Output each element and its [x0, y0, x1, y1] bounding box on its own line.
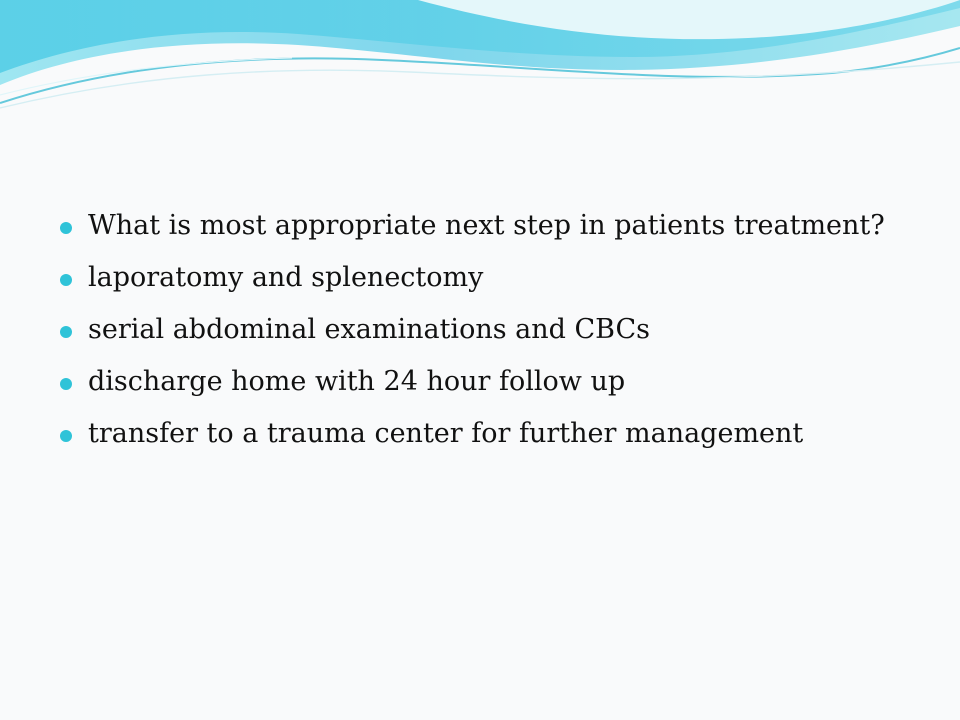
bullet-dot-icon — [60, 222, 72, 234]
bullet-dot-icon — [60, 326, 72, 338]
bullet-text: serial abdominal examinations and CBCs — [88, 314, 651, 345]
header-wave-decoration — [0, 0, 960, 120]
bullet-text: laporatomy and splenectomy — [88, 262, 484, 293]
bullet-text: discharge home with 24 hour follow up — [88, 366, 626, 397]
bullet-item — [60, 208, 920, 244]
bullet-item — [60, 416, 920, 452]
bullet-item — [60, 260, 920, 296]
bullet-dot-icon — [60, 378, 72, 390]
bullet-text: transfer to a trauma center for further management — [88, 418, 804, 449]
bullet-item — [60, 312, 920, 348]
bullet-item — [60, 364, 920, 400]
bullet-list — [60, 208, 920, 468]
bullet-text: What is most appropriate next step in patients treatment? — [88, 210, 885, 241]
bullet-dot-icon — [60, 274, 72, 286]
bullet-dot-icon — [60, 430, 72, 442]
